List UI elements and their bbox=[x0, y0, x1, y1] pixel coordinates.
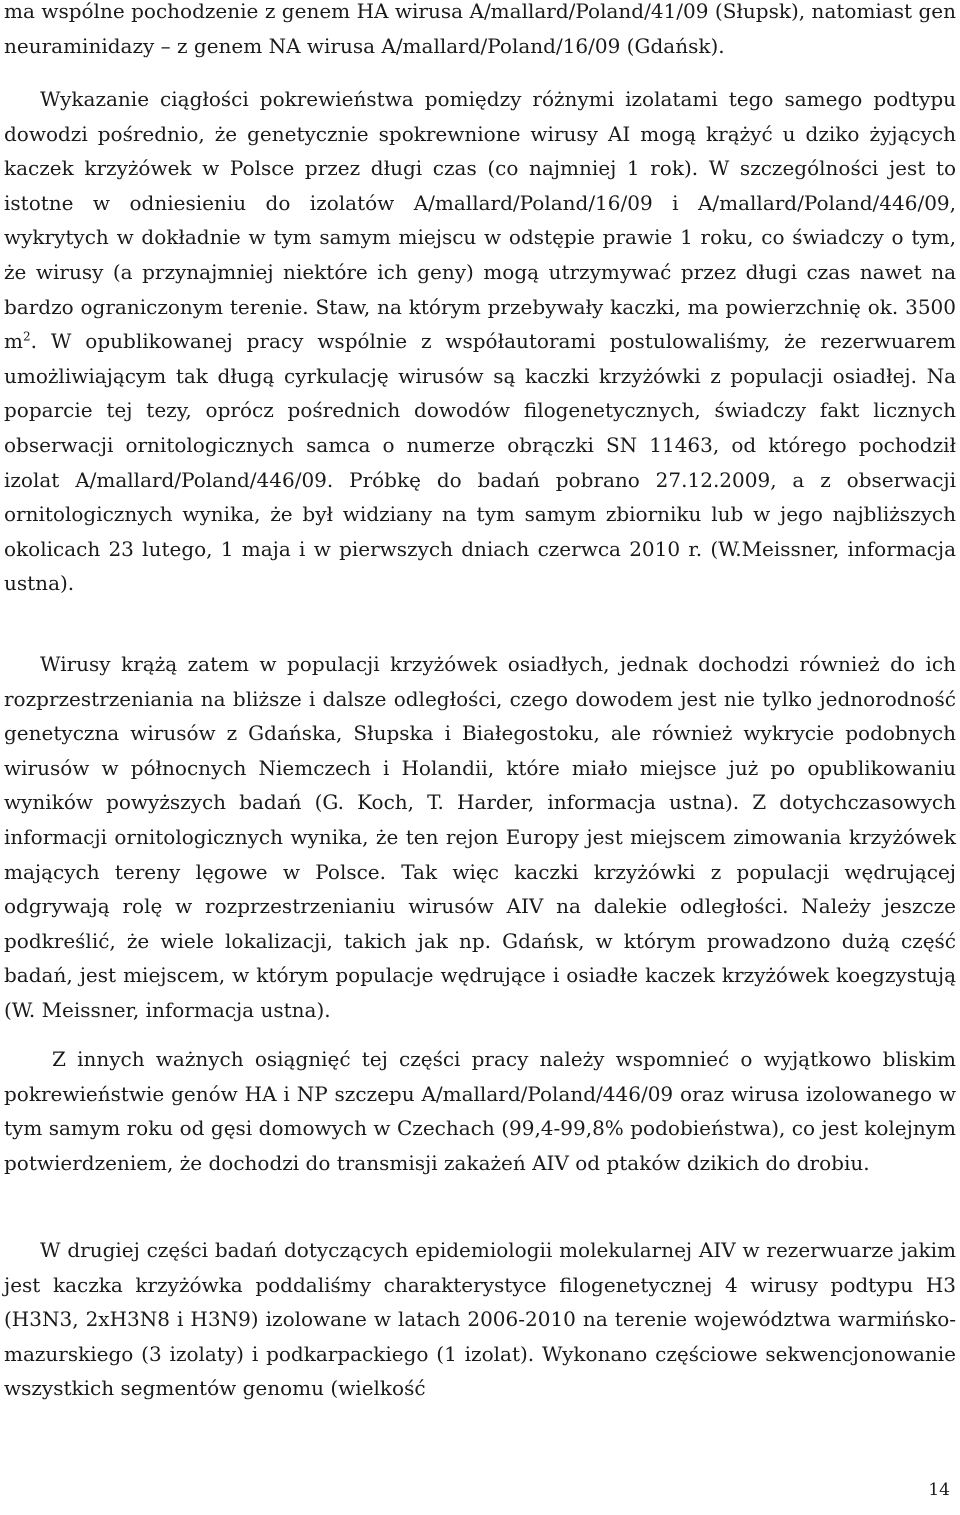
paragraph-5: W drugiej części badań dotyczących epidemiologii molekularnej AIV w rezerwuarze jakim jest kaczka krzyżówka poddaliśmy charakterystyce filogenetycznej 4 wirusy podtypu H3 (H3N3, 2xH3N8 i H3N9) izolowane w latach 2006-2010 na terenie województwa warmińsko-mazurskiego (3 izolaty) i podkarpackiego (1 izolat). Wykonano częściowe sekwencjonowanie wszystkich segmentów genomu (wielkość bbox=[4, 1238, 956, 1401]
paragraph-3: Wirusy krążą zatem w populacji krzyżówek osiadłych, jednak dochodzi również do ich rozprzestrzeniania na bliższe i dalsze odległości, czego dowodem jest nie tylko jednorodność genetyczna wirusów z Gdańska, Słupska i Białegostoku, ale również wykrycie podobnych wirusów w północnych Niemczech i Holandii, które miało miejsce już po opublikowaniu wyników powyższych badań (G. Koch, T. Harder, informacja ustna). Z dotychczasowych informacji ornitologicznych wynika, że ten rejon Europy jest miejscem zimowania krzyżówek mających tereny lęgowe w Polsce. Tak więc kaczki krzyżówki z populacji wędrującej odgrywają rolę w rozprzestrzenianiu wirusów AIV na dalekie odległości. Należy jeszcze podkreślić, że wiele lokalizacji, takich jak np. Gdańsk, w którym prowadzono dużą część badań, jest miejscem, w którym populacje wędrujące i osiadłe kaczek krzyżówek koegzystują (W. Meissner, informacja ustna). bbox=[4, 652, 956, 1022]
paragraph-2 bbox=[4, 82, 956, 601]
page-number: 14 bbox=[928, 1480, 950, 1500]
paragraph-1: ma wspólne pochodzenie z genem HA wirusa A/mallard/Poland/41/09 (Słupsk), natomiast gen neuraminidazy – z genem NA wirusa A/mallard/Poland/16/09 (Gdańsk). bbox=[4, 0, 956, 58]
paragraph-2-text-b: . W opublikowanej pracy wspólnie z współautorami postulowaliśmy, że rezerwuarem umożliwiającym tak długą cyrkulację wirusów są kaczki krzyżówki z populacji osiadłej. Na poparcie tej tezy, oprócz pośrednich dowodów filogenetycznych, świadczy fakt licznych obserwacji ornitologicznych samca o numerze obrączki SN 11463, od którego pochodził izolat A/mallard/Poland/446/09. Próbkę do badań pobrano 27.12.2009, a z obserwacji ornitologicznych wynika, że był widziany na tym samym zbiorniku lub w jego najbliższych okolicach 23 lutego, 1 maja i w pierwszych dniach czerwca 2010 r. (W.Meissner, informacja ustna). bbox=[4, 329, 956, 596]
superscript-2: 2 bbox=[22, 329, 31, 344]
paragraph-2-text-a: Wykazanie ciągłości pokrewieństwa pomiędzy różnymi izolatami tego samego podtypu dowodzi pośrednio, że genetycznie spokrewnione wirusy AI mogą krążyć u dziko żyjących kaczek krzyżówek w Polsce przez długi czas (co najmniej 1 rok). W szczególności jest to istotne w odniesieniu do izolatów A/mallard/Poland/16/09 i A/mallard/Poland/446/09, wykrytych w dokładnie w tym samym miejscu w odstępie prawie 1 roku, co świadczy o tym, że wirusy (a przynajmniej niektóre ich geny) mogą utrzymywać przez długi czas nawet na bardzo ograniczonym terenie. Staw, na którym przebywały kaczki, ma powierzchnię ok. 3500 m bbox=[4, 87, 956, 354]
paragraph-4: Z innych ważnych osiągnięć tej części pracy należy wspomnieć o wyjątkowo bliskim pokrewieństwie genów HA i NP szczepu A/mallard/Poland/446/09 oraz wirusa izolowanego w tym samym roku od gęsi domowych w Czechach (99,4-99,8% podobieństwa), co jest kolejnym potwierdzeniem, że dochodzi do transmisji zakażeń AIV od ptaków dzikich do drobiu. bbox=[4, 1047, 956, 1175]
